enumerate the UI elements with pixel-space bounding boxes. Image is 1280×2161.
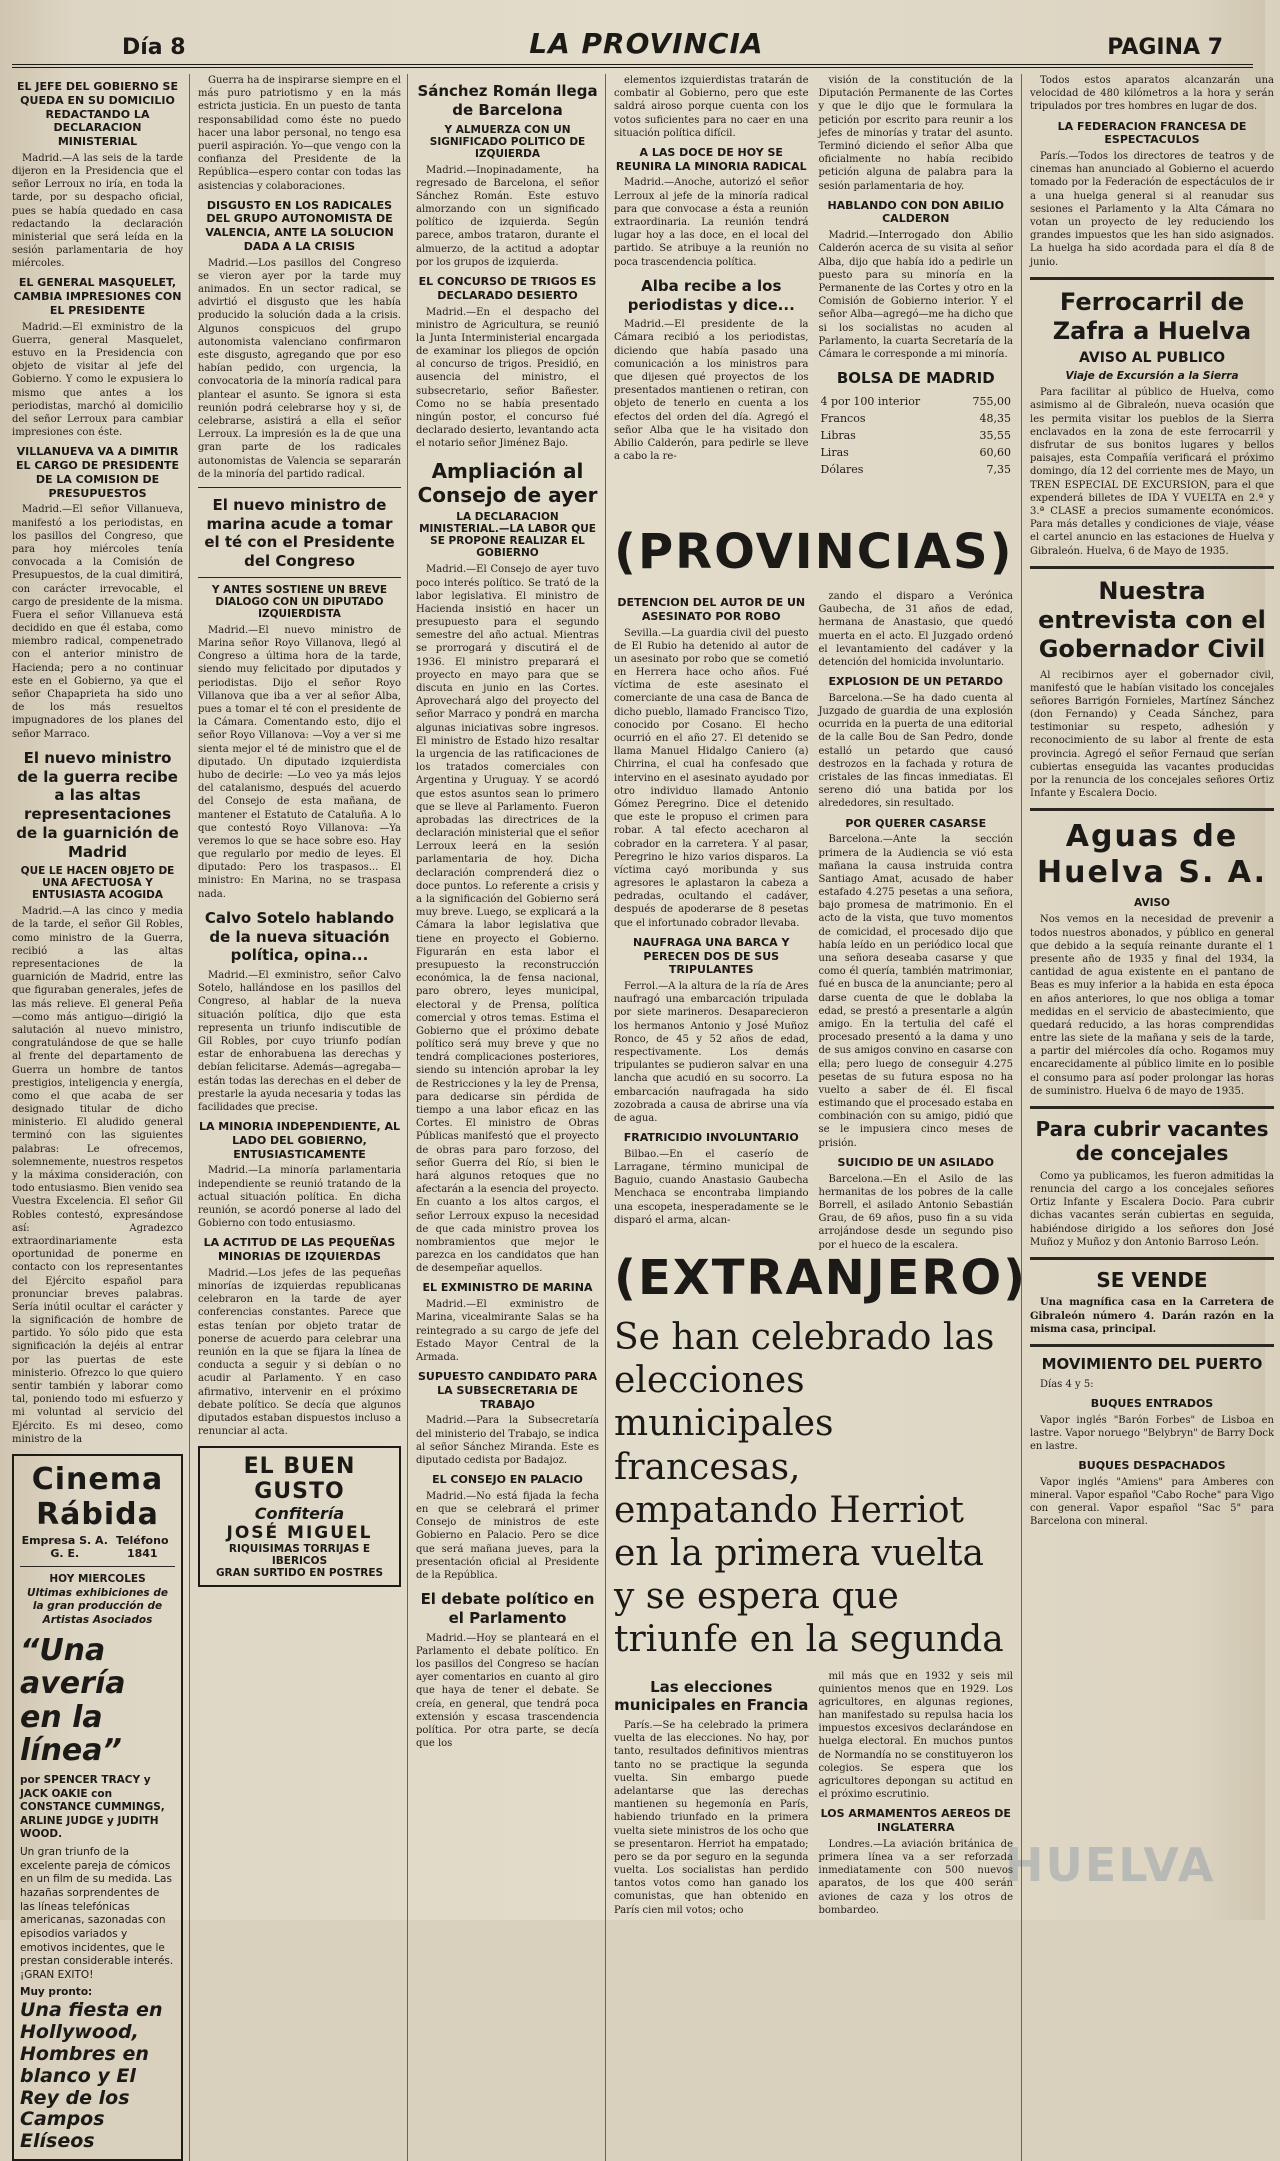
article-kicker: AVISO — [1134, 897, 1170, 910]
masthead-day: Día 8 — [122, 35, 186, 60]
provincias-col-b — [819, 590, 1014, 1252]
ad-subtitle: Confitería — [254, 1504, 345, 1524]
main-headline: Se han celebrado las elecciones municipales francesas, empatando Herriot en la primera vuelta y se espera que triunfe en la segunda — [614, 1317, 1004, 1661]
column-4-5 — [614, 74, 1028, 2161]
article-body: Madrid.—Los jefes de las pequeñas minorías de izquierdas republicanas celebraron en la tarde de ayer conferencias constantes. Parece que estas tenían por objeto tratar de ponerse de acuerdo para celebrar una reunión en la que se fijara la línea de conducta a seguir y si debían o no acudir al Parlamento. Y en caso afirmativo, intervenir en el próximo debate político. Se decía que algunos diputados estaban dispuestos incluso a renunciar al acta. — [198, 1267, 401, 1438]
cinema-day: HOY MIERCOLES — [49, 1572, 146, 1585]
article-body: Madrid.—Los pasillos del Congreso se vieron ayer por la tarde muy animados. En un sector radical, se advirtió el disgusto que les había producido la solución dada a la crisis. Algunos conspicuos del grupo autonomista valenciano confirmaron este disgusto, agregando que por eso habían pedido, con urgencia, la convocatoria de la minoría radical para plantear el asunto. Se ignora si esta reunión podrá celebrarse hoy y si, de celebrarse, asistirá a ella el señor Lerroux. La impresión es la de que una gran parte de los radicales autonomistas de Valencia se separarán de la minoría del partido radical. — [198, 257, 401, 480]
article-headline: Nuestra entrevista con el Gobernador Civil — [1038, 576, 1266, 664]
article-kicker: Y ALMUERZA CON UN SIGNIFICADO POLITICO DE IZQUIERDA — [429, 123, 586, 160]
article-headline: EL CONCURSO DE TRIGOS ES DECLARADO DESIERTO — [418, 275, 597, 302]
divider — [1030, 566, 1274, 569]
article-body: Vapor inglés "Barón Forbes" de Lisboa en lastre. Vapor noruego "Belybryn" de Barry Dock en lastre. — [1030, 1414, 1274, 1452]
article-body: zando el disparo a Verónica Gaubecha, de 31 años de edad, hermana de Anastasio, que quedó muerta en el acto. El Juzgado ordenó el levantamiento del cadáver y la detención del homicida involuntario. — [818, 591, 1013, 668]
article-body: Madrid.—A las cinco y media de la tarde, el señor Gil Robles, como ministro de la Guerra, recibió a las altas representaciones de la guarnición de Madrid, entre las que figuraban generales, jefes de las más relieve. El general Peña—como más antiguo—dirigió la salutación al nuevo ministro, congratulándose de que se halle al frente del departamento de Guerra un hombre de tantos prestigios, inteligencia y energía, como el que acaba de ser designado titular de dicho ministerio. El aludido general terminó con las siguientes palabras: Le ofrecemos, solemnemente, nuestros respetos y la máxima consideración, con todo entusiasmo. Bien venido sea Vuestra Excelencia. El señor Gil Robles contestó, expresándose así: Agradezco extraordinariamente esta oportunidad de ponerme en contacto con los representantes del Ejército español para pronunciar breves palabras. Sería inútil ocultar el carácter y la significación de hombre de partido. Yo sólo pido que esta significación la dejéis al entrar por las puertas de este ministerio. Ofrezco lo que quiero sentir también y laborar como tal, poniendo todo mi esfuerzo y mi voluntad al servicio del Ejército. Es mi deseo, como ministro de la — [12, 906, 183, 1445]
article-headline: LA MINORIA INDEPENDIENTE, AL LADO DEL GOBIERNO, ENTUSIASTICAMENTE — [198, 1120, 401, 1161]
article-headline: A LAS DOCE DE HOY SE REUNIRA LA MINORIA RADICAL — [615, 145, 807, 173]
article-headline: EL JEFE DEL GOBIERNO SE QUEDA EN SU DOMICILIO REDACTANDO LA DECLARACION MINISTERIAL — [17, 80, 178, 148]
cinema-company: Empresa S. A. G. E. — [21, 1533, 108, 1560]
article-body: Londres.—La aviación británica de primera línea va a ser reforzada inmediatamente con 500 nuevos aparatos, de los que 400 serán aviones de caza y los otros de bombardeo. — [818, 1838, 1013, 1916]
article-body: Madrid.—El exministro de Marina, vicealmirante Salas se ha reintegrado a su cargo de jefe del Estado Mayor Central de la Armada. — [416, 1299, 599, 1363]
divider — [1030, 808, 1274, 811]
article-body: Vapor inglés "Amiens" para Amberes con mineral. Vapor español "Cabo Roche" para Vigo con general. Vapor español "Sac 5" para Barcelona con mineral. — [1030, 1476, 1274, 1528]
cinema-title: Cinema Rábida — [31, 1461, 164, 1532]
port-subhead: BUQUES DESPACHADOS — [1078, 1459, 1226, 1473]
article-headline: El debate político en el Parlamento — [420, 1590, 595, 1627]
columns — [12, 74, 1274, 2153]
article-headline: EL GENERAL MASQUELET, CAMBIA IMPRESIONES CON EL PRESIDENTE — [13, 276, 182, 317]
stock-row: Libras 35,55 — [820, 428, 1011, 442]
article-headline: EL EXMINISTRO DE MARINA — [422, 1281, 593, 1295]
article-body: Madrid.—Anoche, autorizó el señor Lerroux al jefe de la minoría radical para que convocase a ésta a reunión extraordinaria. La reunión tendrá lugar hoy a las doce, en el local del partido. Se atribuye a la reunión no poca trascendencia política. — [614, 177, 809, 268]
provincias-split — [614, 590, 1013, 1251]
article-headline: LA ACTITUD DE LAS PEQUEÑAS MINORIAS DE IZQUIERDAS — [203, 1236, 396, 1264]
article-headline: SE VENDE — [1096, 1267, 1208, 1292]
extranjero-split — [614, 1670, 1013, 1920]
article-headline: EXPLOSION DE UN PETARDO — [828, 675, 1004, 689]
extranjero-col-a — [614, 1670, 809, 1920]
film-cast: por SPENCER TRACY y JACK OAKIE con CONSTANCE CUMMINGS, ARLINE JUDGE y JUDITH WOOD. — [20, 1773, 165, 1841]
article-headline: Aguas de Huelva S. A. — [1037, 819, 1267, 891]
cinema-info — [20, 1534, 175, 1560]
article-headline: Alba recibe a los periodistas y dice... — [627, 276, 795, 314]
article-body: Barcelona.—Se ha dado cuenta al Juzgado de guardia de una explosión ocurrida en la puerta de una editorial de la calle Bou de San Pedro, donde estalló un petardo que causó destrozos en la fachada y rotura de cristales de las fincas inmediatas. El sereno dió una batida por los alrededores, sin resultado. — [818, 692, 1013, 810]
archive-watermark — [1005, 1838, 1235, 1908]
section-provincias: (PROVINCIAS) — [614, 524, 1014, 580]
film-description: Un gran triunfo de la excelente pareja de cómicos en un film de su medida. Las hazañas sorprendentes de las líneas telefónicas americanas, sazonadas con episodios variados y emotivos incidentes, que le prestan considerable interés. ¡GRAN EXITO! — [20, 1846, 174, 1981]
column-2 — [198, 74, 408, 2161]
article-body: Madrid.—A las seis de la tarde dijeron en la Presidencia que el señor Lerroux no iría, en toda la tarde, por su despacho oficial, pues se había quedado en casa redactando la declaración ministerial que será leída en la sesión parlamentaria de hoy miércoles. — [12, 152, 183, 270]
article-headline: FRATRICIDIO INVOLUNTARIO — [623, 1131, 799, 1145]
film-next-label: Muy pronto: — [20, 1986, 93, 1999]
article-body: Nos vemos en la necesidad de prevenir a todos nuestros abonados, y público en general que debido a la sequía reinante durante el 1 presente año de 1935 y final del 1934, la cantidad de agua existente en el pantano de Beas es muy inferior a la habida en esta época en años anteriores, lo que nos obliga a tomar medidas en el servicio de abastecimiento, que quedará reducido, a las horas comprendidas entre las siete de la mañana y seis de la tarde, a partir del miércoles día ocho. Rogamos muy encarecidamente al público limite en lo posible el consumo para así poder prolongar las horas de suministro. Huelva 6 de mayo de 1935. — [1030, 914, 1274, 1097]
film-title: “Una avería en la línea” — [20, 1632, 126, 1769]
port-subhead: BUQUES ENTRADOS — [1090, 1396, 1214, 1410]
article-headline: Calvo Sotelo hablando de la nueva situación política, opina... — [204, 908, 395, 965]
column-5-top — [819, 74, 1014, 514]
masthead — [12, 27, 1253, 68]
article-body: Barcelona.—En el Asilo de las hermanitas de los pobres de la calle Borrell, el asilado Antonio Sebastián Grau, de 69 años, puso fin a su vida arrojándose desde un segundo piso por el hueco de la escalera. — [818, 1173, 1013, 1251]
article-body: Madrid.—El Consejo de ayer tuvo poco interés político. Se trató de la labor legislativa. El ministro de Hacienda insistió en hacer un presupuesto para el segundo semestre del año actual. Mientras se prorrogará y discutirá el de 1936. El ministro preparará el proyecto en mayo para que se discuta en junio en las Cortes. Aprovechará algo del proyecto del señor Marraco y pondrá en marcha algunas iniciativas sobre ingresos. El ministro de Estado hizo resaltar la urgencia de las ratificaciones de los tratados comerciales con Argentina y Uruguay. Y se acordó que estos asuntos sean lo primero que se lleve al Parlamento. Fueron aprobadas las directrices de la declaración ministerial que el señor Lerroux leerá en la sesión parlamentaria de hoy. Dicha declaración comprenderá diez o doce puntos. Lo referente a crisis y a la significación del Gobierno será muy breve. Luego, se explicará a la Cámara la labor legislativa que tiene en proyecto el Gobierno. Figurarán en esta labor el presupuesto la reconstrucción económica, la de fensa nacional, paro obrero, leyes municipal, electoral y de Prensa, política comercial y otros temas. Estima el Gobierno que el próximo debate político será muy breve y que no tendrá complicaciones posteriores, siendo su intención aprobar la ley de Restricciones y la ley de Prensa, para dedicarse sin pérdida de tiempo a una labor eficaz en las Cortes. El ministro de Obras Públicas manifestó que el proyecto de obras para paro forzoso, del señor Guerra del Río, si bien le hará algunos retoques que no afectarán a la esencia del proyecto. En cuanto a los altos cargos, el señor Lerroux expuso la necesidad de que cada ministro provea los nombramientos que mejor le parezca en los candidatos que han de desempeñar aquellos. — [416, 564, 599, 1275]
column-1 — [12, 74, 190, 2161]
article-headline: Ampliación al Consejo de ayer — [417, 458, 598, 507]
article-headline: LA FEDERACION FRANCESA DE ESPECTACULOS — [1057, 119, 1247, 147]
masthead-title: LA PROVINCIA — [529, 27, 764, 60]
provincias-col-a — [614, 590, 809, 1252]
section-extranjero: (EXTRANJERO) — [614, 1250, 1028, 1306]
article-body: Madrid.—El presidente de la Cámara recibió a los periodistas, diciendo que había pasado una comunicación a los ministros para que dijesen qué proyectos de los presentados mantienen o retiran, con objeto de tenerlo en cuenta a los efectos del orden del día. Agregó el señor Alba que le ha visitado don Abilio Calderón, para pedirle se lleve a cabo la re- — [614, 319, 809, 463]
column-4-top — [614, 74, 809, 514]
article-body: Madrid.—Hoy se planteará en el Parlamento el debate político. En los pasillos del Congreso se hacían ayer comentarios en cuanto al giro que haya de tener el debate. Se creía, en general, que tendrá poca extensión y escasa trascendencia política. Por otra parte, se decía que los — [416, 1632, 599, 1750]
article-body: Madrid.—El exministro, señor Calvo Sotelo, hallándose en los pasillos del Congreso, al hablar de la nueva situación política, dijo que esta representa un triunfo indiscutible de Gil Robles, por cuyo triunfo podían estar de enhorabuena las derechas y debían felicitarse. Además—agregaba—están todas las derechas en el deber de prestarle la ayuda necesaria y todas las facilidades que precise. — [198, 970, 401, 1113]
watermark-text: HUELVA — [1005, 1838, 1216, 1892]
article-headline: Para cubrir vacantes de concejales — [1035, 1117, 1269, 1166]
article-body: visión de la constitución de la Diputación Permanente de las Cortes y que le dijo que le formulara la petición por escrito para reunir a los jefes de minorías y tratar del asunto. Terminó diciendo el señor Alba que oficialmente no había recibido petición alguna de palabra para la sesión parlamentaria de hoy. — [818, 75, 1013, 192]
article-headline: Ferrocarril de Zafra a Huelva — [1052, 287, 1252, 346]
article-body: Al recibirnos ayer el gobernador civil, manifestó que le habían visitado los concejales señores Barrigón Fornieles, Martínez Sánchez (don Fernando) y Ceada Sánchez, para testimoniar su respeto, adhesión y reconocimiento de su labor al frente de esta provincia. Agregó el señor Fernaud que serían cubiertas enseguida las vacantes producidas por la renuncia de los concejales señores Ortiz Infante y Escalera Docio. — [1030, 669, 1274, 800]
article-headline: DISGUSTO EN LOS RADICALES DEL GRUPO AUTONOMISTA DE VALENCIA, ANTE LA SOLUCION DADA A LA CRISIS — [205, 198, 394, 253]
article-headline: NAUFRAGA UNA BARCA Y PERECEN DOS DE SUS TRIPULANTES — [633, 935, 790, 977]
stock-table — [819, 392, 1014, 479]
article-headline: LOS ARMAMENTOS AEREOS DE INGLATERRA — [820, 1807, 1011, 1835]
column-3 — [416, 74, 606, 2161]
article-headline: El nuevo ministro de la guerra recibe a las altas representaciones de la guarnición de Madrid — [16, 748, 179, 861]
article-headline: MOVIMIENTO DEL PUERTO — [1041, 1354, 1263, 1373]
article-body: elementos izquierdistas tratarán de combatir al Gobierno, pero que este saldrá airoso porque cuenta con los votos suficientes para no caer en una situación política difícil. — [614, 75, 809, 139]
divider — [1030, 277, 1274, 280]
divider — [1030, 1257, 1274, 1260]
article-headline: EL CONSEJO EN PALACIO — [432, 1473, 583, 1487]
article-body: mil más que en 1932 y seis mil quinientos menos que en 1929. Los agricultores, en algunas regiones, han manifestado su repulsa hacia los impuestos excesivos declarándose en huelga electoral. En muchos puntos de Normandía no se constituyeron los colegios. Se espera que los agricultores depongan su actitud en el próximo escrutinio. — [818, 1670, 1013, 1801]
stock-row: Liras 60,60 — [820, 445, 1011, 459]
stock-heading: BOLSA DE MADRID — [836, 369, 995, 388]
cinema-phone: Teléfono 1841 — [116, 1533, 169, 1560]
stock-row: Dólares 7,35 — [820, 462, 1011, 476]
divider — [20, 1566, 175, 1567]
article-headline: HABLANDO CON DON ABILIO CALDERON — [827, 198, 1005, 226]
article-body: Una magnífica casa en la Carretera de Gibraleón número 4. Darán razón en la misma casa, principal. — [1030, 1297, 1274, 1335]
article-body: Para facilitar al público de Huelva, como asimismo al de Gibraleón, nueva ocasión que les permita visitar los pueblos de la Sierra enclavados en la zona de este ferrocarril y disfrutar de sus bonitos lugares y bellos paisajes, esta Compañía verificará el próximo domingo, día 12 del corriente mes de Mayo, un TREN ESPECIAL DE EXCURSION, para el que expenderá billetes de IDA Y VUELTA en 2.ª y 3.ª CLASE a precios sumamente económicos. Para más detalles y condiciones de viaje, véase el cartel anuncio en las estaciones de Huelva y Gibraleón. Huelva, 6 de Mayo de 1935. — [1030, 387, 1274, 557]
ad-line: RIQUISIMAS TORRIJAS E IBERICOS — [228, 1543, 371, 1568]
article-body: Madrid.—Inopinadamente, ha regresado de Barcelona, el señor Sánchez Román. Este estuvo almorzando con un significado político de izquierda. Según parece, ambos trataron, durante el almuerzo, de la actitud a adoptar por los grupos de izquierda. — [416, 164, 599, 268]
article-subkicker: Viaje de Excursión a la Sierra — [1065, 370, 1239, 383]
article-headline: SUICIDIO DE UN ASILADO — [837, 1155, 994, 1169]
article-body: Madrid.—Para la Subsecretaría del ministerio del Trabajo, se indica al señor Sánchez Miranda. Este es diputado cedista por Badajoz. — [416, 1415, 599, 1466]
extranjero-col-b — [819, 1670, 1014, 1920]
article-body: Como ya publicamos, les fueron admitidas la renuncia del cargo a los concejales señores Ortiz Infante y Escalera Docio. Para cubrir dichas vacantes serán cubiertas en seguida, habiéndose dirigido a los señores don José Muñoz y Muñoz y don Antonio Barroso León. — [1030, 1170, 1274, 1248]
article-body: Madrid.—El exministro de la Guerra, general Masquelet, estuvo en la Presidencia con objeto de visitar al jefe del Gobierno. Y como le expusiera lo mismo que antes a los periodistas, marchó al domicilio del señor Lerroux para cambiar impresiones con éste. — [12, 321, 183, 439]
cinema-intro: Ultimas exhibiciones de la gran producción de Artistas Asociados — [27, 1586, 168, 1626]
article-body: Barcelona.—Ante la sección primera de la Audiencia se vió esta mañana la causa instruida contra Santiago Amat, acusado de haber estafado 4.275 pesetas a una señora, bajo promesa de matrimonio. En el acto de la vista, que tuvo momentos de comicidad, el procesado dijo que había leído en un periódico local que una señora deseaba casarse y que como él quería, también matrimoniar, fué en busca de la anunciante; pero al darse cuenta de que le doblaba la edad, se prestó a presentarle a algún amigo. En la tertulia del café el procesado presentó a la dama y uno de sus amigos convino en casarse con ella; pero luego de conseguir 4.275 pesetas de su futura esposa no ha vuelto a saber de él. El fiscal estimando que el procesado estaba en combinación con su amigo, pidió que se le impusiera cinco meses de prisión. — [818, 834, 1013, 1149]
ad-name: JOSÉ MIGUEL — [226, 1523, 373, 1544]
article-headline: Sánchez Román llega de Barcelona — [417, 82, 598, 119]
article-body: Madrid.—El nuevo ministro de Marina señor Royo Villanova, llegó al Congreso a última hora de la tarde, siendo muy felicitado por diputados y periodistas. Dijo el señor Royo Villanova que iba a ver al señor Alba, pues a tomar el té con el presidente de la Cámara. Comentando esto, dijo el señor Royo Villanova: —Voy a ver si me sienta mejor el té de ministro que el de diputado. Un diputado izquierdista hubo de decirle: —Lo veo ya más lejos del catalanismo, después del acuerdo del Consejo de esta mañana, de mantener el Estatuto de Cataluña. A lo que contestó Royo Villanova: —Ya veremos lo que se hace sobre eso. Hay que regularlo por medio de leyes. El diputado: Pero los traspasos... El ministro: En Marina, no se traspasa nada. — [198, 624, 401, 900]
article-headline: El nuevo ministro de marina acude a tomar el té con el Presidente del Congreso — [204, 495, 395, 571]
film-next: Una fiesta en Hollywood, Hombres en blanco y El Rey de los Campos Elíseos — [20, 1999, 163, 2153]
stock-row: 4 por 100 interior 755,00 — [820, 394, 1011, 408]
article-headline: POR QUERER CASARSE — [845, 816, 987, 830]
ad-title: EL BUEN GUSTO — [243, 1454, 356, 1505]
article-kicker: LA DECLARACION MINISTERIAL.—LA LABOR QUE SE PROPONE REALIZAR EL GOBIERNO — [419, 511, 596, 560]
divider — [198, 577, 401, 578]
port-date: Días 4 y 5: — [1040, 1378, 1094, 1390]
divider — [1030, 1106, 1274, 1109]
article-kicker: Y ANTES SOSTIENE UN BREVE DIALOGO CON UN DIPUTADO IZQUIERDISTA — [211, 583, 388, 620]
article-body: París.—Todos los directores de teatros y de cinemas han anunciado al Gobierno el acuerdo tomado por la Federación de espectáculos de ir a una huelga general si al reanudar sus sesiones el Parlamento y la Alta Cámara no votan un proyecto de ley reduciendo los grandes impuestos que les han sido asignados. La huelga ha sido acordada para el día 8 de junio. — [1030, 151, 1274, 268]
article-body: Madrid.—El señor Villanueva, manifestó a los periodistas, en los pasillos del Congreso, que para hoy miércoles tenía convocada a la Comisión de Presupuestos, de la cual dimitirá, con carácter irrevocable, el cargo de presidente de la misma. Fuera el señor Villanueva está decidido en que él estaba, como miembro radical, compenetrado con el anterior ministro de Hacienda; pero a no continuar este en el Gobierno, ya que el señor Chapaprieta ha sido uno de los más resueltos impugnadores de los planes del señor Marraco. — [12, 504, 183, 740]
article-headline: DETENCION DEL AUTOR DE UN ASESINATO POR ROBO — [617, 596, 806, 623]
article-body: Madrid.—No está fijada la fecha en que se celebrará el primer Consejo de ministros de este Gobierno en Palacio. Pero se dice que será mañana jueves, para la presentación oficial al Presidente de la República. — [416, 1490, 599, 1582]
article-body: Guerra ha de inspirarse siempre en el más puro patriotismo y en la más estricta justicia. En un puesto de tanta responsabilidad como éste no puedo hacer una labor personal, no tengo esa pueril aspiración. Yo—que vengo con la confianza del Presidente de la República—espero contar con todas las asistencias y colaboraciones. — [198, 75, 401, 192]
ad-line: GRAN SURTIDO EN POSTRES — [215, 1567, 384, 1580]
cinema-ad — [12, 1454, 183, 2161]
masthead-page: PAGINA 7 — [1107, 35, 1223, 60]
confiteria-ad — [198, 1446, 401, 1587]
stock-row: Francos 48,35 — [820, 411, 1011, 425]
article-kicker: QUE LE HACEN OBJETO DE UNA AFECTUOSA Y ENTUSIASTA ACOGIDA — [20, 865, 175, 902]
article-body: Madrid.—Interrogado don Abilio Calderón acerca de su visita al señor Alba, dijo que había ido a pedirle un puesto para su minoría en la Permanente de las Cortes y otro en la Comisión de Gobierno interior. Y el señor Alba—agregó—me ha dicho que si los socialistas no acuden al Parlamento, la cuarta Secretaría de la Cámara le corresponde a mi minoría. — [818, 230, 1013, 360]
article-headline: Las elecciones municipales en Francia — [614, 1677, 809, 1715]
article-body: Ferrol.—A la altura de la ría de Ares naufragó una embarcación tripulada por siete marineros. Desaparecieron los hermanos Antonio y José Muñoz Ronco, de 45 y 52 años de edad, respectivamente. Los demás tripulantes se pudieron salvar en una lancha que acudió en su socorro. La embarcación naufragada ha sido zozobrada a causa de abrirse una vía de agua. — [614, 981, 809, 1124]
article-headline: SUPUESTO CANDIDATO PARA LA SUBSECRETARIA DE TRABAJO — [417, 1370, 597, 1411]
article-kicker: AVISO AL PUBLICO — [1078, 350, 1226, 367]
article-body: Todos estos aparatos alcanzarán una velocidad de 480 kilómetros a la hora y serán tripulados por tres hombres en lugar de dos. — [1030, 75, 1274, 113]
article-body: Madrid.—La minoría parlamentaria independiente se reunió tratando de la actual situación política. En dicha reunión, se acordó ponerse al lado del Gobierno con todo entusiasmo. — [198, 1165, 401, 1230]
article-body: Madrid.—En el despacho del ministro de Agricultura, se reunió la Junta Interministerial encargada de examinar los pliegos de opción al concurso de trigos. Presidió, en ausencia del ministro, el subsecretario, señor Bañester. Como no se había presentado ningún postor, el concurso fué declarado desierto, levantando acta el notario señor Jiménez Bajo. — [416, 306, 599, 450]
divider — [198, 487, 401, 488]
article-body: Sevilla.—La guardia civil del puesto de El Rubio ha detenido al autor de un asesinato por robo que se cometió en Herrera hace ocho años. Fué víctima de este asesinato el comerciante de una casa de Banca de dicho pueblo, llamado Francisco Tizo, conocido por Cosano. El hecho ocurrió en el año 27. El detenido se llama Manuel Hidalgo Caniero (a) Chirrina, el cual ha confesado que intervino en el asesinato ayudado por otro individuo llamado Antonio Gómez Peregrino. Dice el detenido que este le propuso el crimen para robar. A tal efecto acecharon al cobrador en la carretera. Y al pasar, Peregrino le hizo varios disparos. La víctima cayó moribunda y sus agresores le aplastaron la cabeza a pedradas, ocultando el cadáver, después de apoderarse de 8 pesetas que el infortunado cobrador llevaba. — [614, 627, 809, 929]
article-body: Bilbao.—En el caserío de Larragane, término municipal de Baguio, cuando Anastasio Gaubecha Menchaca se encontraba limpiando una escopeta, inesperadamente se le disparó el arma, alcan- — [614, 1148, 809, 1226]
top-split — [614, 74, 1013, 514]
divider — [1030, 1344, 1274, 1347]
article-body: París.—Se ha celebrado la primera vuelta de las elecciones. No hay, por tanto, resultados definitivos mientras tanto no se practique la segunda vuelta. Sin embargo puede adelantarse que las derechas mantienen su hegemonía en París, habiendo triunfado en la primera vuelta siete ministros de los ocho que se presentaron. Herriot ha empatado; pero se da por seguro en la segunda vuelta. Los socialistas han perdido tantos votos como han ganado los comunistas, que han obtenido en París cien mil votos; ocho — [614, 1720, 809, 1916]
article-headline: VILLANUEVA VA A DIMITIR EL CARGO DE PRESIDENTE DE LA COMISION DE PRESUPUESTOS — [15, 445, 180, 500]
